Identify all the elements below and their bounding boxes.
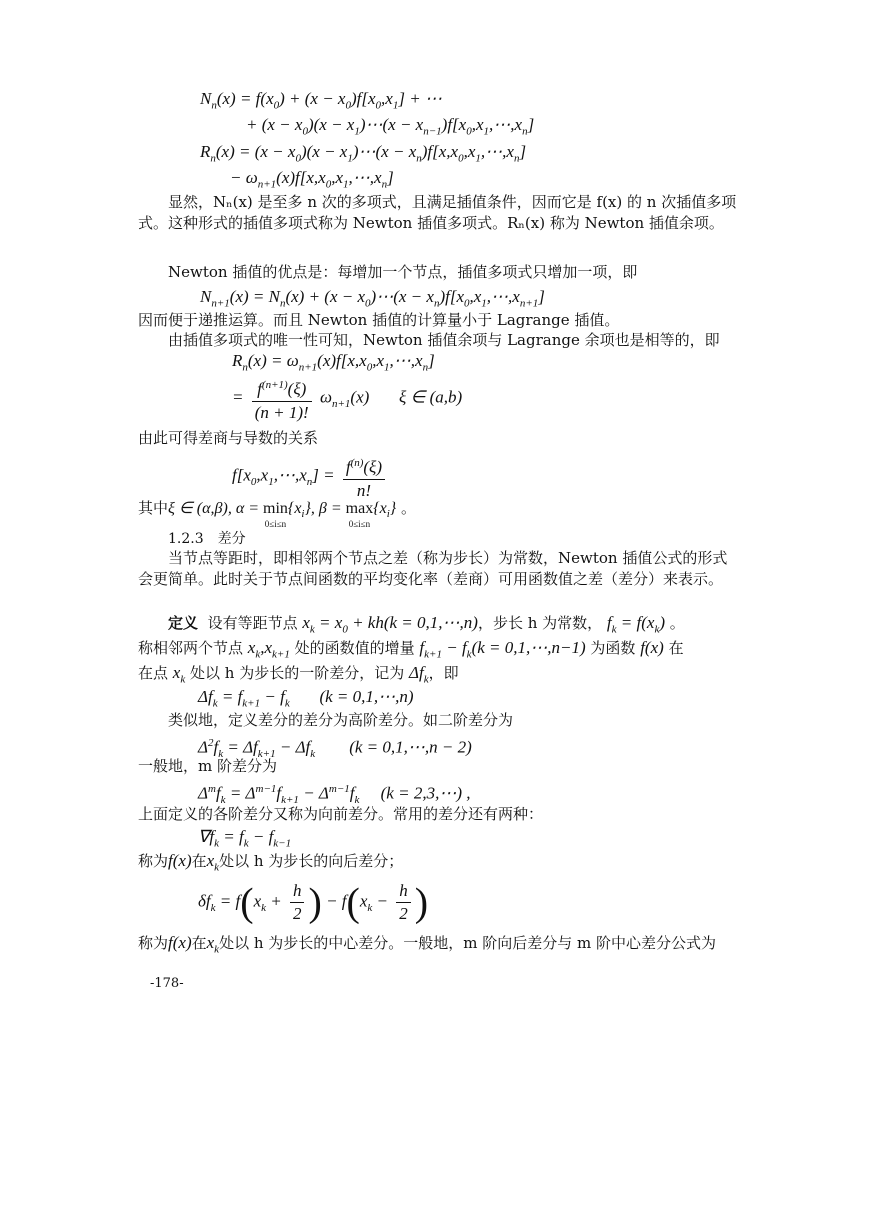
paragraph-mth-order: 一般地，m 阶差分为 bbox=[138, 757, 277, 775]
formula-newton-poly-line1: $N_n(x) = f(x_0) + (x - x_0)f[x_0,x_1]$ + ⋯ bbox=[200, 89, 442, 112]
formula-forward-difference: $\Delta f_k = f_{k+1} - f_k$ (k = 0,1,⋯,n) bbox=[198, 687, 414, 710]
formula-remainder-equal: $R_n(x)$ = $\omega_{n+1}(x)f[x,x_0,x_1,\cdots,x_n]$ bbox=[232, 351, 435, 374]
paragraph-uniqueness: 由插值多项式的唯一性可知，Newton 插值余项与 Lagrange 余项也是相等的，即 bbox=[168, 331, 720, 349]
formula-newton-poly-line2: + $(x - x_0)(x$ − $x_1)\cdots(x$ − $x_{n-1})f[x_0,x_1,\cdots,x_n]$ bbox=[246, 115, 535, 138]
definition-label: 定义 bbox=[168, 614, 199, 632]
paragraph-recursion-benefit: 因而便于递推运算。而且 Newton 插值的计算量小于 Lagrange 插值。 bbox=[138, 311, 620, 329]
formula-second-difference: $\Delta^2f_k = \Delta f_{k+1} - \Delta f_k$ (k = 0,1,⋯,n − 2) bbox=[198, 737, 472, 761]
formula-remainder-derivative: = $\frac{f^{(n+1)}(\xi)}{(n + 1)!}$ $\omega_{n+1}(x)$ ξ ∈ (a,b) bbox=[232, 374, 462, 424]
paragraph-newton-advantage: Newton 插值的优点是：每增加一个节点，插值多项式只增加一项，即 bbox=[168, 263, 638, 281]
paragraph-higher-order: 类似地，定义差分的差分为高阶差分。如二阶差分为 bbox=[168, 711, 514, 729]
formula-mth-difference: $\Delta^mf_k = \Delta^{m-1}f_{k+1} - \Delta^{m-1}f_k$ (k = 2,3,⋯) , bbox=[198, 783, 471, 807]
formula-remainder-line1: $R_n(x) = (x - x_0)(x$ − $x_1)\cdots(x$ − $x_n)f[x,x_0,x_1,\cdots,x_n]$ bbox=[200, 142, 527, 165]
definition-line2: 称相邻两个节点 $x_k,x_{k+1}$ 处的函数值的增量 $f_{k+1} - f_k(k$ = 0,1,⋯,n−1) 为函数 f(x) 在 bbox=[138, 638, 684, 661]
paragraph-backward-difference: 称为f(x)在$x_k$处以 h 为步长的向后差分； bbox=[138, 851, 404, 874]
paragraph-xi-range: 其中ξ ∈ (α,β), α = min 0≤i≤n $\{x_i\}$, β = max 0≤i≤n $\{x_i\}$ 。 bbox=[138, 499, 416, 529]
paragraph-equidistant-nodes: 当节点等距时，即相邻两个节点之差（称为步长）为常数，Newton 插值公式的形式会更简单。此时关于节点间函数的平均变化率（差商）可用函数值之差（差分）来表示。 bbox=[138, 549, 728, 588]
paragraph-forward-difference-note: 上面定义的各阶差分又称为向前差分。常用的差分还有两种： bbox=[138, 805, 544, 823]
formula-remainder-line2: − $\omega_{n+1}(x)f[x,x_0,x_1,\cdots,x_n]$ bbox=[230, 168, 394, 191]
formula-divided-difference-derivative: $f[x_0,x_1,\cdots,x_n]$ = $\frac{f^{(n)}(\xi)}{n!}$ bbox=[232, 452, 389, 502]
formula-newton-recursion: $N_{n+1}(x) = N_n(x) + (x$ − $x_0)\cdots(x$ − $x_n)f[x_0,x_1,\cdots,x_{n+1}]$ bbox=[200, 287, 545, 310]
definition-line1: 定义 设有等距节点 $x_k = x_0 + kh(k$ = 0,1,⋯,n)，步长 h 为常数， $f_k = f(x_k)$ 。 bbox=[168, 613, 685, 636]
paragraph-central-difference: 称为f(x)在$x_k$处以 h 为步长的中心差分。一般地，m 阶向后差分与 m 阶中心差分公式为 bbox=[138, 933, 717, 956]
section-heading-difference: 1.2.3 差分 bbox=[168, 531, 246, 547]
paragraph-newton-definition: 显然，Nₙ(x) 是至多 n 次的多项式，且满足插值条件，因而它是 f(x) 的 n 次插值多项式。这种形式的插值多项式称为 Newton 插值多项式。Rₙ(x) 称为 Newton 插值余项。 bbox=[138, 193, 737, 232]
definition-line3: 在点 $x_k$ 处以 h 为步长的一阶差分，记为 $\Delta f_k$，即 bbox=[138, 663, 459, 686]
formula-central-difference: $\delta f_k = f(x_k$ + $\frac{h}{2}$ ) − $f(x_k$ − $\frac{h}{2}$ ) bbox=[198, 879, 429, 925]
page-number: -178- bbox=[150, 976, 184, 991]
formula-backward-difference: $\nabla f_k = f_k - f_{k-1}$ bbox=[198, 827, 292, 850]
paragraph-difference-derivative: 由此可得差商与导数的关系 bbox=[138, 429, 319, 447]
